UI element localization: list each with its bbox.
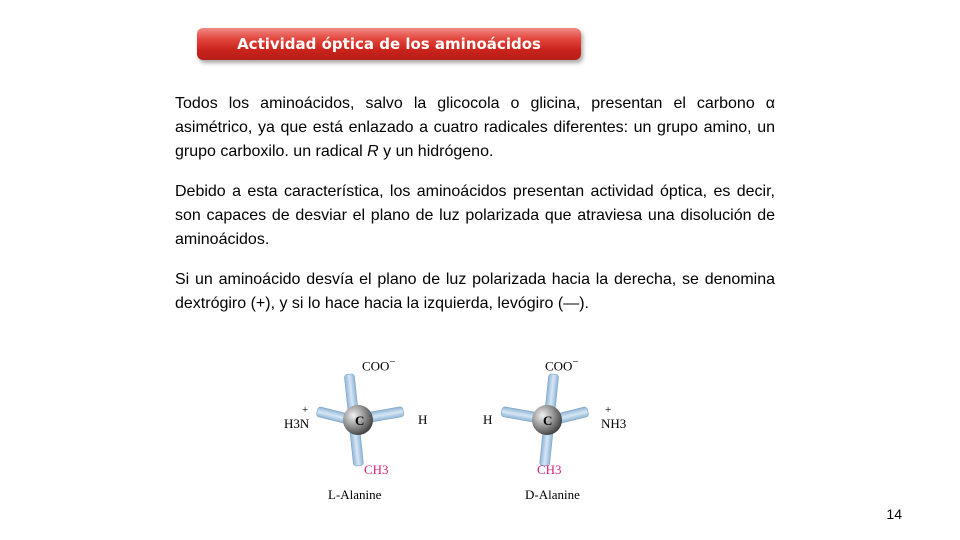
carboxylate-text: COO	[545, 358, 573, 374]
carboxylate-text: COO	[362, 358, 390, 374]
methyl-label: CH3	[364, 462, 389, 477]
carboxylate-charge: −	[572, 356, 579, 368]
slide-title: Actividad óptica de los aminoácidos	[237, 35, 541, 53]
carboxylate-charge: −	[389, 356, 396, 368]
slide-title-banner	[197, 28, 581, 60]
paragraph-1	[175, 92, 775, 164]
amino-charge: +	[302, 404, 309, 416]
hydrogen-label: H	[418, 412, 428, 427]
amino-charge: +	[605, 404, 612, 416]
l-alanine-name: L-Alanine	[328, 487, 382, 502]
paragraph-1-text-b: y un hidrógeno.	[378, 143, 494, 160]
amino-text: H3N	[284, 416, 310, 431]
amino-text: NH3	[601, 416, 627, 431]
paragraph-2: Debido a esta característica, los aminoácidos presentan actividad óptica, es decir, son capaces de desviar el plano de luz polarizada que atraviesa una disolución de aminoácidos.	[175, 183, 775, 248]
carbon-label: C	[543, 413, 553, 428]
d-alanine-name: D-Alanine	[525, 487, 580, 502]
paragraph-3: Si un aminoácido desvía el plano de luz polarizada hacia la derecha, se denomina dextrógiro (+), y si lo hace hacia la izquierda, levógiro (—).	[175, 271, 775, 312]
slide-body	[175, 92, 775, 332]
page-number: 14	[886, 506, 902, 522]
amino-label	[601, 404, 627, 432]
d-alanine-diagram	[465, 350, 655, 510]
carboxylate-label	[545, 356, 579, 374]
amino-label	[284, 404, 310, 432]
methyl-label: CH3	[537, 462, 562, 477]
l-alanine-diagram	[280, 350, 470, 510]
hydrogen-label: H	[483, 412, 493, 427]
radical-r: R	[367, 143, 379, 160]
carboxylate-label	[362, 356, 396, 374]
carbon-label: C	[355, 413, 365, 428]
paragraph-1-text-a: Todos los aminoácidos, salvo la glicocola o glicina, presentan el carbono α asimétrico, ya que está enlazado a cuatro radicales diferentes: un grupo amino, un grupo carboxilo. un radical	[175, 95, 775, 160]
